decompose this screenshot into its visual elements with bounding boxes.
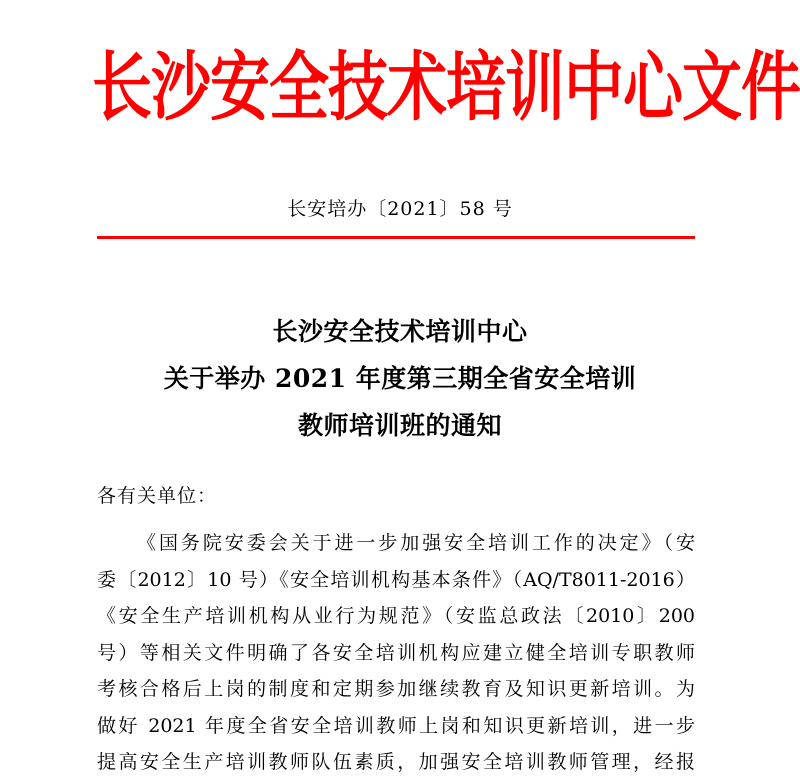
title-line-2: 关于举办 2021 年度第三期全省安全培训 [163,364,637,393]
salutation: 各有关单位： [97,485,218,507]
body-paragraph [97,525,695,781]
red-divider-line [97,236,695,239]
title-line-1: 长沙安全技术培训中心 [272,317,528,346]
body-line: 号）等相关文件明确了各安全培训机构应建立健全培训专职教师 [97,641,695,664]
body-line: 考核合格后上岗的制度和定期参加继续教育及知识更新培训。为 [97,678,695,700]
body-line: 提高安全生产培训教师队伍素质，加强安全培训教师管理，经报 [97,751,695,773]
body-line: 《国务院安委会关于进一步加强安全培训工作的决定》（安 [137,532,695,554]
body-line: 《安全生产培训机构从业行为规范》（安监总政法〔2010〕200 [97,605,695,627]
body-line: 做好 2021 年度全省安全培训教师上岗和知识更新培训，进一步 [97,714,695,737]
title-line-3: 教师培训班的通知 [297,411,502,440]
issuer-banner: 长沙安全技术培训中心文件 [92,44,800,132]
body-line: 委〔2012〕10 号）《安全培训机构基本条件》（AQ/T8011-2016） [97,568,695,591]
notice-title [0,308,800,449]
document-number: 长安培办〔2021〕58 号 [287,198,513,220]
